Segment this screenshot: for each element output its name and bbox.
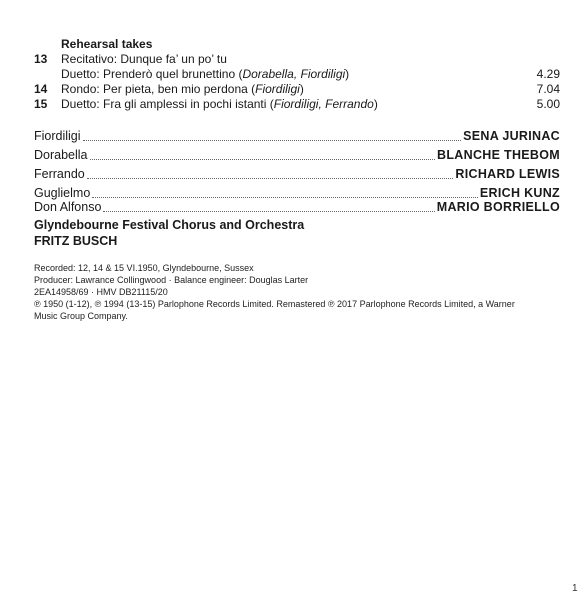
leader-dots: [83, 127, 462, 141]
leader-dots: [90, 146, 436, 160]
leader-dots: [103, 198, 434, 212]
cast-singer: BLANCHE THEBOM: [437, 148, 560, 162]
cast-role: Fiordiligi: [34, 129, 81, 143]
cast-row-dorabella: [34, 146, 560, 165]
ensemble-block: [34, 217, 304, 249]
leader-dots: [92, 184, 478, 198]
track-title-text: Rondo: Per pieta, ben mio perdona (: [61, 82, 256, 96]
track-roles: Dorabella, Fiordiligi: [242, 67, 346, 81]
cast-row-ferrando: [34, 165, 560, 184]
track-13: [34, 52, 560, 82]
copyright-line: ℗ 1950 (1-12), ℗ 1994 (13-15) Parlophone Records Limited. Remastered ℗ 2017 Parlophone Records Limited, a Warner: [34, 299, 515, 309]
track-title: Recitativo: Dunque fa’ un po’ tu: [61, 52, 227, 66]
track-subtitle: [61, 67, 349, 82]
cast-role: Guglielmo: [34, 186, 91, 200]
track-14: [34, 82, 560, 97]
catalogue-line: 2EA14958/69 · HMV DB21115/20: [34, 287, 168, 297]
recording-credits: [34, 262, 554, 322]
track-subtitle-end: ): [345, 67, 350, 81]
track-roles: Fiordiligi, Ferrando: [273, 97, 374, 111]
track-number: 13: [34, 52, 48, 66]
cast-row-don-alfonso: [34, 198, 560, 217]
page-number: 1: [572, 583, 578, 594]
copyright-line-continued: Music Group Company.: [34, 311, 128, 321]
leader-dots: [87, 165, 454, 179]
track-title-end: ): [299, 82, 304, 96]
track-15: [34, 97, 560, 112]
section-title: Rehearsal takes: [61, 37, 153, 51]
recorded-line: Recorded: 12, 14 & 15 VI.1950, Glyndebourne, Sussex: [34, 263, 254, 273]
cast-role: Don Alfonso: [34, 200, 102, 214]
cast-singer: RICHARD LEWIS: [455, 167, 560, 181]
cast-singer: MARIO BORRIELLO: [436, 200, 560, 214]
track-duration: 5.00: [536, 97, 560, 111]
conductor: FRITZ BUSCH: [34, 234, 118, 248]
cast-singer: SENA JURINAC: [463, 129, 560, 143]
producer-line: Producer: Lawrance Collingwood · Balance engineer: Douglas Larter: [34, 275, 309, 285]
track-title-text: Duetto: Fra gli amplessi in pochi istanti (: [61, 97, 274, 111]
chorus-orchestra: Glyndebourne Festival Chorus and Orchestra: [34, 218, 305, 232]
cast-role: Ferrando: [34, 167, 85, 181]
track-number: 14: [34, 82, 48, 96]
cast-singer: ERICH KUNZ: [479, 186, 560, 200]
track-title: [61, 82, 304, 97]
cast-row-fiordiligi: [34, 127, 560, 146]
track-duration: 7.04: [536, 82, 560, 96]
track-number: 15: [34, 97, 48, 111]
track-title: [61, 97, 378, 112]
cast-role: Dorabella: [34, 148, 88, 162]
track-roles: Fiordiligi: [255, 82, 300, 96]
track-duration: 4.29: [536, 67, 560, 81]
track-title-end: ): [373, 97, 378, 111]
track-subtitle-text: Duetto: Prenderò quel brunettino (: [61, 67, 243, 81]
